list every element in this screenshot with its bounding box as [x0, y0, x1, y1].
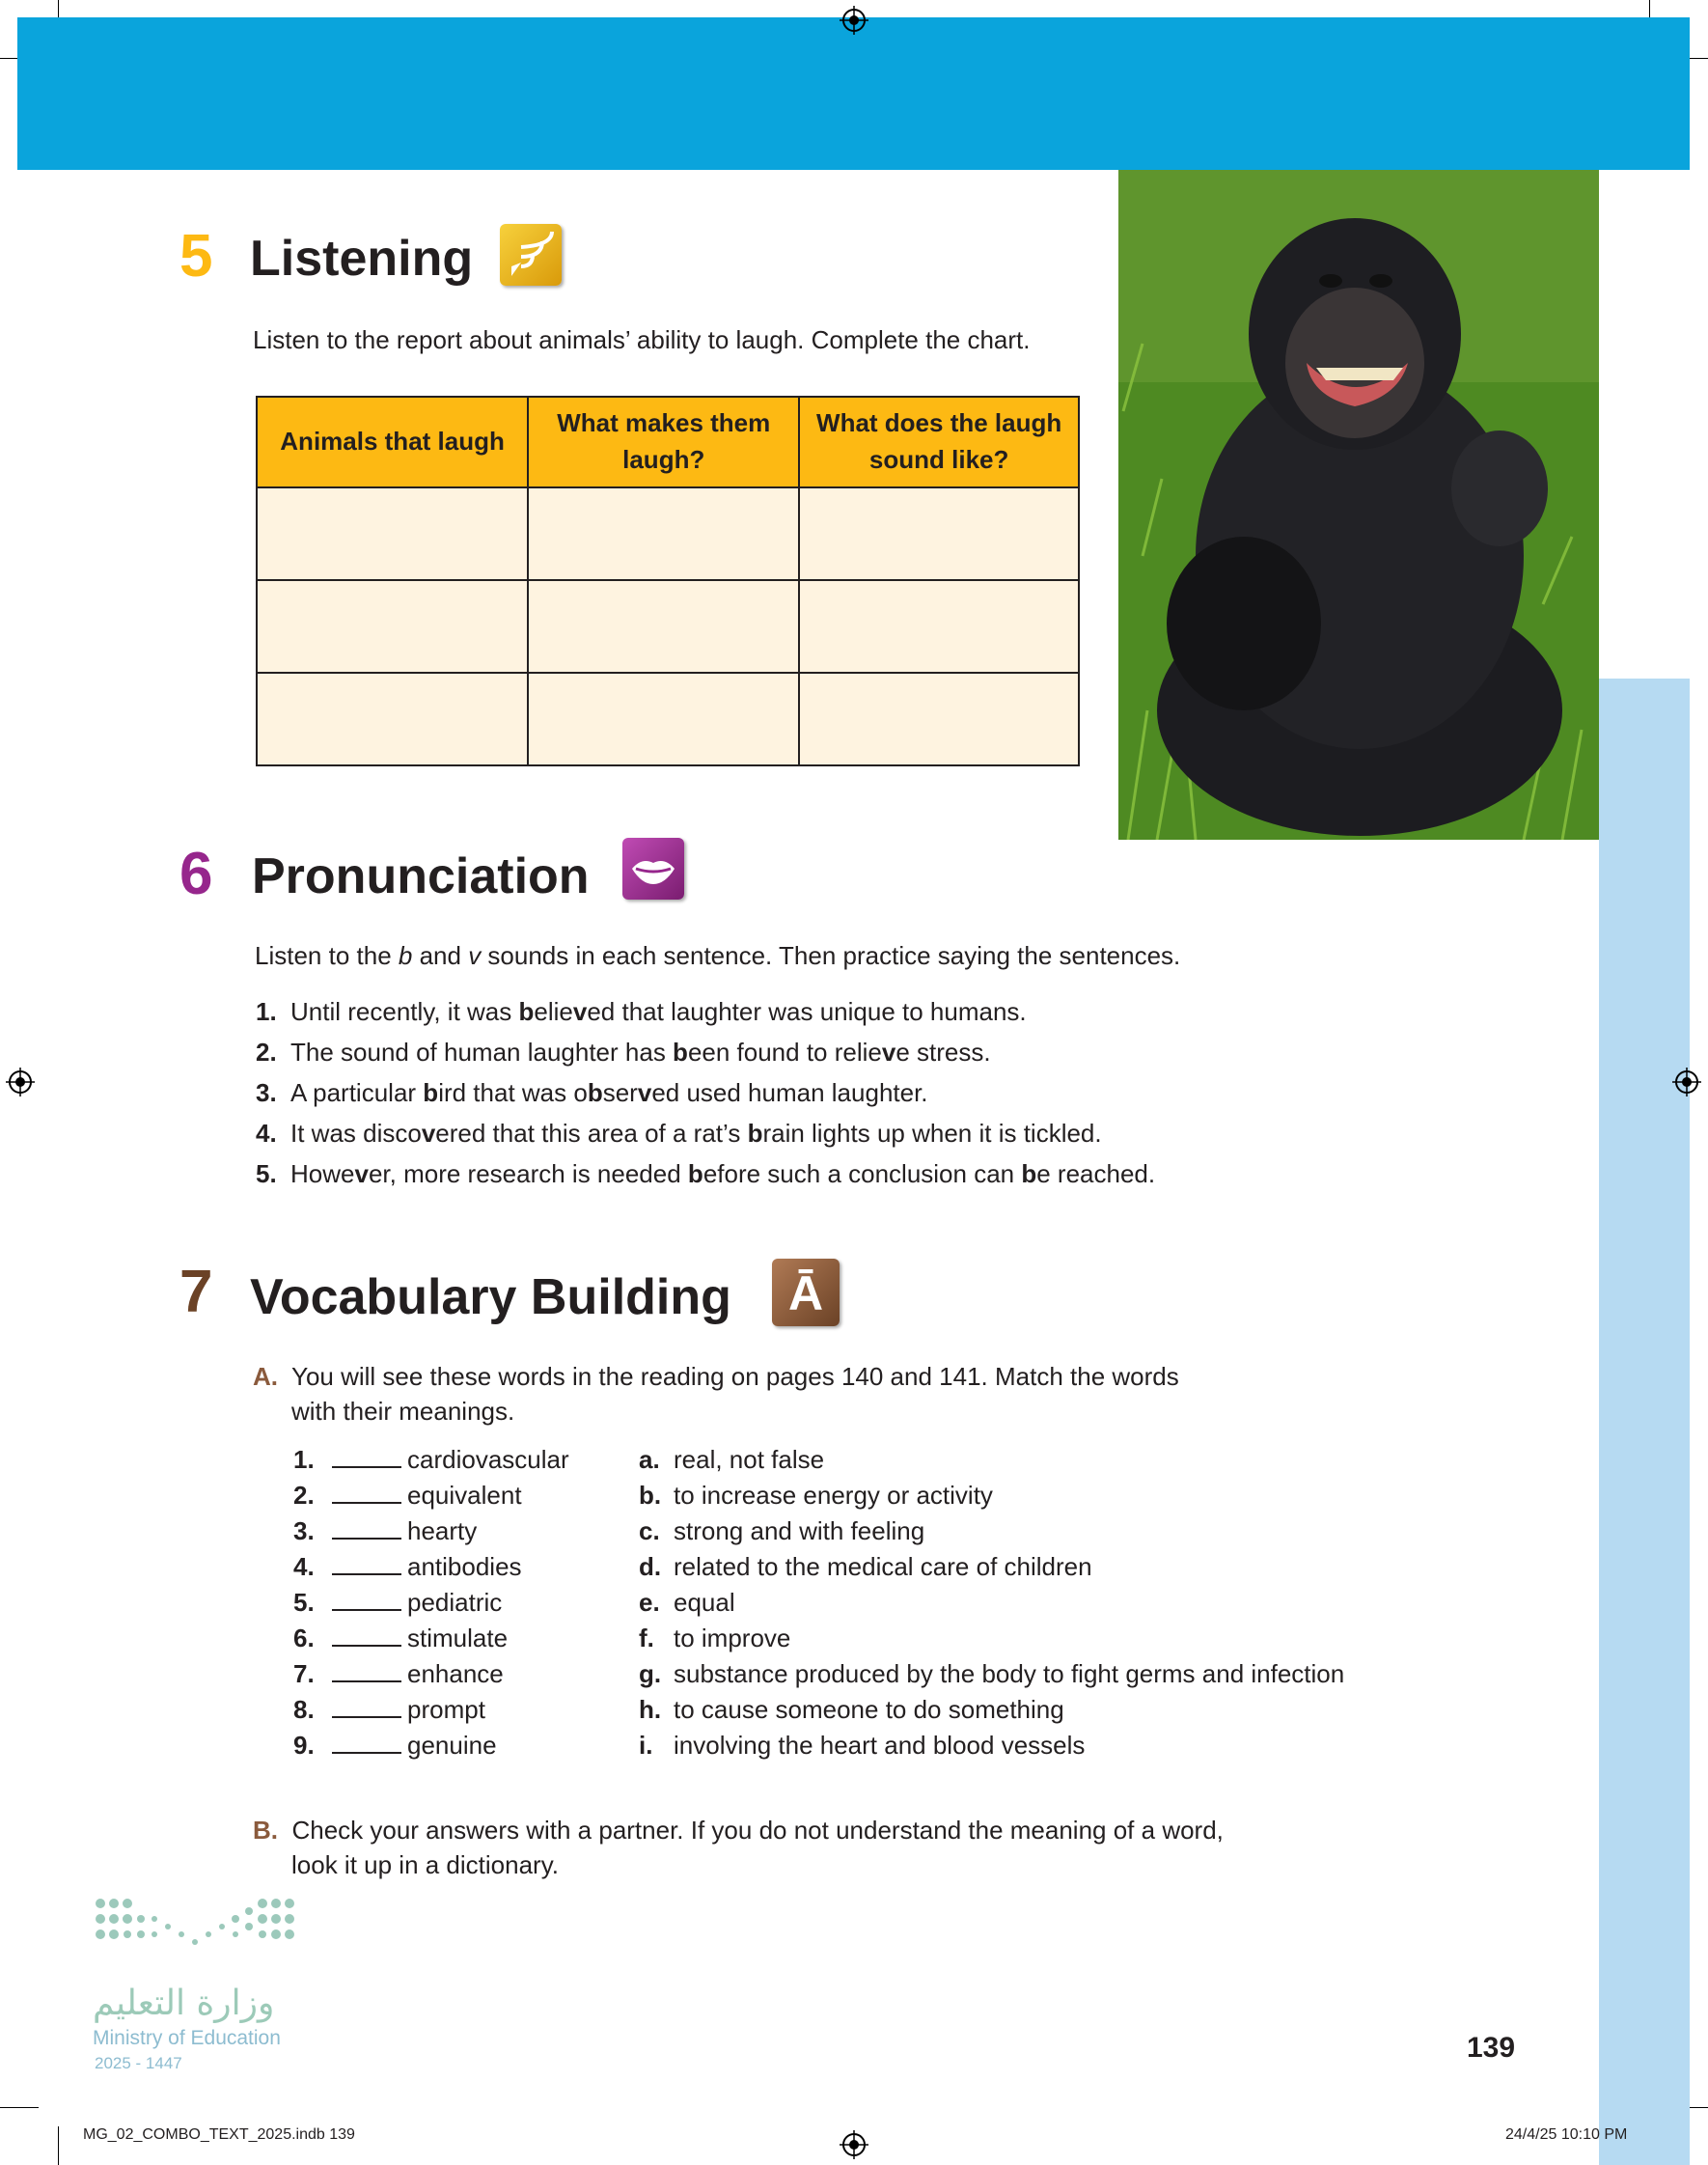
sentence-number: 3.: [256, 1078, 277, 1107]
registration-mark-icon: [840, 2130, 868, 2159]
page-number: 139: [1467, 2032, 1516, 2064]
meaning-text: to improve: [674, 1624, 791, 1652]
instruction-text: v: [468, 941, 482, 970]
highlighted-letter: v: [572, 997, 588, 1026]
part-a-line: with their meanings.: [291, 1397, 515, 1427]
word-number: 1.: [293, 1445, 315, 1474]
sentence-text: e stress.: [895, 1038, 991, 1067]
chart-cell[interactable]: [528, 673, 799, 765]
listening-instruction: Listen to the report about animals’ ability to laugh. Complete the chart.: [253, 325, 1031, 354]
highlighted-letter: b: [687, 1159, 703, 1188]
chart-cell[interactable]: [799, 580, 1079, 673]
section-number: 5: [179, 223, 213, 290]
answer-blank[interactable]: [332, 1552, 401, 1575]
meaning-text: strong and with feeling: [674, 1516, 925, 1545]
word-number: 4.: [293, 1552, 315, 1581]
section-title: Listening: [250, 231, 474, 287]
sentence-text: efore such a conclusion can: [702, 1159, 1022, 1188]
registration-mark-icon: [1672, 1068, 1701, 1096]
print-slug-date: 24/4/25 10:10 PM: [1505, 2126, 1628, 2143]
sentence-text: ered that this area of a rat’s: [435, 1119, 748, 1148]
sentence-number: 2.: [256, 1038, 277, 1067]
sentence-number: 5.: [256, 1159, 277, 1188]
sentence-text: ser: [602, 1078, 638, 1107]
section-title: Vocabulary Building: [250, 1269, 731, 1325]
pronunciation-sentence: [256, 1113, 1155, 1153]
meaning-letter: e.: [639, 1588, 660, 1617]
vocabulary-word: hearty: [407, 1516, 478, 1545]
pronunciation-instruction: [255, 938, 1180, 973]
word-number: 7.: [293, 1659, 315, 1688]
part-a-instruction: [253, 1359, 1179, 1429]
part-b-label: B.: [253, 1816, 278, 1845]
chart-header: What makes them laugh?: [528, 397, 799, 487]
meaning-text: to increase energy or activity: [674, 1481, 993, 1510]
vocabulary-word-item: [293, 1692, 569, 1728]
vocabulary-word: antibodies: [407, 1552, 522, 1581]
listening-chart: [256, 396, 1080, 766]
pronunciation-sentence: [256, 1032, 1155, 1072]
meaning-text: to cause someone to do something: [674, 1695, 1064, 1724]
word-number: 5.: [293, 1588, 315, 1617]
chart-header: What does the laugh sound like?: [799, 397, 1079, 487]
chart-row: [257, 580, 1079, 673]
section-number: 6: [179, 841, 213, 907]
chart-row: [257, 673, 1079, 765]
part-a-line: You will see these words in the reading on pages 140 and 141. Match the words: [290, 1362, 1179, 1391]
vocabulary-word-item: [293, 1656, 569, 1692]
chart-cell[interactable]: [257, 673, 528, 765]
vocabulary-meaning-item: [639, 1728, 1344, 1763]
vocabulary-meaning-item: [639, 1585, 1344, 1621]
vocabulary-word-list: [293, 1442, 569, 1763]
vocabulary-word: equivalent: [407, 1481, 522, 1510]
sentence-text: ird that was o: [438, 1078, 588, 1107]
part-b-line: Check your answers with a partner. If you do not understand the meaning of a word,: [291, 1816, 1224, 1845]
instruction-text: b: [398, 941, 413, 970]
word-number: 8.: [293, 1695, 315, 1724]
highlighted-letter: b: [423, 1078, 439, 1107]
meaning-text: substance produced by the body to fight germs and infection: [674, 1659, 1345, 1688]
ministry-logo-icon: [93, 1894, 315, 1981]
vocabulary-meaning-item: [639, 1478, 1344, 1513]
crop-mark: [58, 2126, 59, 2165]
chart-cell[interactable]: [257, 580, 528, 673]
highlighted-letter: b: [673, 1038, 688, 1067]
vocabulary-word-item: [293, 1478, 569, 1513]
vocabulary-meaning-list: [639, 1442, 1344, 1763]
highlighted-letter: b: [747, 1119, 763, 1148]
answer-blank[interactable]: [332, 1516, 401, 1540]
meaning-letter: h.: [639, 1695, 662, 1724]
sentence-text: Until recently, it was: [290, 997, 519, 1026]
vocabulary-word: prompt: [407, 1695, 485, 1724]
vocabulary-word-item: [293, 1442, 569, 1478]
word-number: 2.: [293, 1481, 315, 1510]
chimpanzee-photo: [1118, 170, 1599, 840]
sentence-text: er, more research is needed: [368, 1159, 688, 1188]
registration-mark-icon: [840, 6, 868, 35]
chart-row: [257, 487, 1079, 580]
meaning-letter: i.: [639, 1731, 653, 1760]
vocabulary-meaning-item: [639, 1513, 1344, 1549]
vocabulary-meaning-item: [639, 1656, 1344, 1692]
meaning-text: related to the medical care of children: [674, 1552, 1092, 1581]
meaning-letter: f.: [639, 1624, 654, 1652]
word-number: 3.: [293, 1516, 315, 1545]
pronunciation-sentence-list: [256, 991, 1155, 1194]
instruction-text: sounds in each sentence. Then practice saying the sentences.: [481, 941, 1181, 970]
sentence-number: 4.: [256, 1119, 277, 1148]
highlighted-letter: v: [881, 1038, 896, 1067]
meaning-letter: d.: [639, 1552, 662, 1581]
pronunciation-sentence: [256, 1153, 1155, 1194]
sentence-text: elie: [534, 997, 573, 1026]
answer-blank[interactable]: [332, 1481, 401, 1504]
answer-blank[interactable]: [332, 1624, 401, 1647]
answer-blank[interactable]: [332, 1659, 401, 1682]
vocabulary-word-item: [293, 1585, 569, 1621]
chart-cell[interactable]: [528, 580, 799, 673]
right-sidebar: [1599, 679, 1690, 2165]
highlighted-letter: v: [354, 1159, 369, 1188]
sentence-text: rain lights up when it is tickled.: [762, 1119, 1102, 1148]
sentence-text: Howe: [290, 1159, 355, 1188]
meaning-letter: b.: [639, 1481, 662, 1510]
top-banner: [17, 17, 1690, 170]
meaning-letter: g.: [639, 1659, 662, 1688]
meaning-text: real, not false: [674, 1445, 825, 1474]
vocabulary-meaning-item: [639, 1442, 1344, 1478]
meaning-text: equal: [674, 1588, 735, 1617]
pronunciation-sentence: [256, 1072, 1155, 1113]
part-b-instruction: [253, 1813, 1224, 1883]
registration-mark-icon: [6, 1068, 35, 1096]
answer-blank[interactable]: [332, 1695, 401, 1718]
vocabulary-a-icon[interactable]: Ā: [772, 1259, 840, 1326]
pronunciation-lips-icon[interactable]: [622, 838, 684, 900]
meaning-letter: a.: [639, 1445, 660, 1474]
answer-blank[interactable]: [332, 1588, 401, 1611]
crop-mark: [0, 2107, 39, 2108]
vocabulary-word: genuine: [407, 1731, 497, 1760]
vocabulary-word: enhance: [407, 1659, 504, 1688]
vocabulary-word-item: [293, 1513, 569, 1549]
vocabulary-meaning-item: [639, 1692, 1344, 1728]
vocabulary-meaning-item: [639, 1549, 1344, 1585]
meaning-letter: c.: [639, 1516, 660, 1545]
listening-icon[interactable]: [500, 224, 562, 286]
vocabulary-word: stimulate: [407, 1624, 509, 1652]
print-slug-file: MG_02_COMBO_TEXT_2025.indb 139: [83, 2126, 355, 2143]
sentence-text: It was disco: [290, 1119, 422, 1148]
vocabulary-meaning-item: [639, 1621, 1344, 1656]
ministry-name-english: Ministry of Education: [93, 2027, 281, 2049]
vocabulary-word-item: [293, 1549, 569, 1585]
highlighted-letter: v: [421, 1119, 436, 1148]
word-number: 6.: [293, 1624, 315, 1652]
sentence-text: e reached.: [1036, 1159, 1156, 1188]
sentence-text: ed used human laughter.: [651, 1078, 928, 1107]
ministry-year: 2025 - 1447: [95, 2054, 182, 2072]
sentence-text: A particular: [290, 1078, 424, 1107]
chart-cell[interactable]: [257, 487, 528, 580]
vocabulary-word-item: [293, 1621, 569, 1656]
sentence-text: The sound of human laughter has: [290, 1038, 674, 1067]
highlighted-letter: b: [587, 1078, 603, 1107]
highlighted-letter: b: [518, 997, 535, 1026]
vocabulary-word-item: [293, 1728, 569, 1763]
highlighted-letter: v: [637, 1078, 652, 1107]
chart-cell[interactable]: [799, 487, 1079, 580]
ministry-name-arabic: وزارة التعليم: [93, 1984, 275, 2023]
answer-blank[interactable]: [332, 1445, 401, 1468]
highlighted-letter: b: [1021, 1159, 1037, 1188]
section-number: 7: [179, 1259, 213, 1325]
part-a-label: A.: [253, 1362, 278, 1391]
word-number: 9.: [293, 1731, 315, 1760]
chart-header: Animals that laugh: [257, 397, 528, 487]
chart-cell[interactable]: [799, 673, 1079, 765]
sentence-number: 1.: [256, 997, 277, 1026]
vocabulary-word: cardiovascular: [407, 1445, 569, 1474]
meaning-text: involving the heart and blood vessels: [674, 1731, 1086, 1760]
pronunciation-sentence: [256, 991, 1155, 1032]
instruction-text: and: [412, 941, 469, 970]
section-title: Pronunciation: [252, 848, 590, 904]
answer-blank[interactable]: [332, 1731, 401, 1754]
part-b-line: look it up in a dictionary.: [291, 1850, 559, 1880]
sentence-text: ed that laughter was unique to humans.: [587, 997, 1027, 1026]
sentence-text: een found to relie: [687, 1038, 882, 1067]
instruction-text: Listen to the: [255, 941, 399, 970]
chart-cell[interactable]: [528, 487, 799, 580]
vocabulary-word: pediatric: [407, 1588, 503, 1617]
